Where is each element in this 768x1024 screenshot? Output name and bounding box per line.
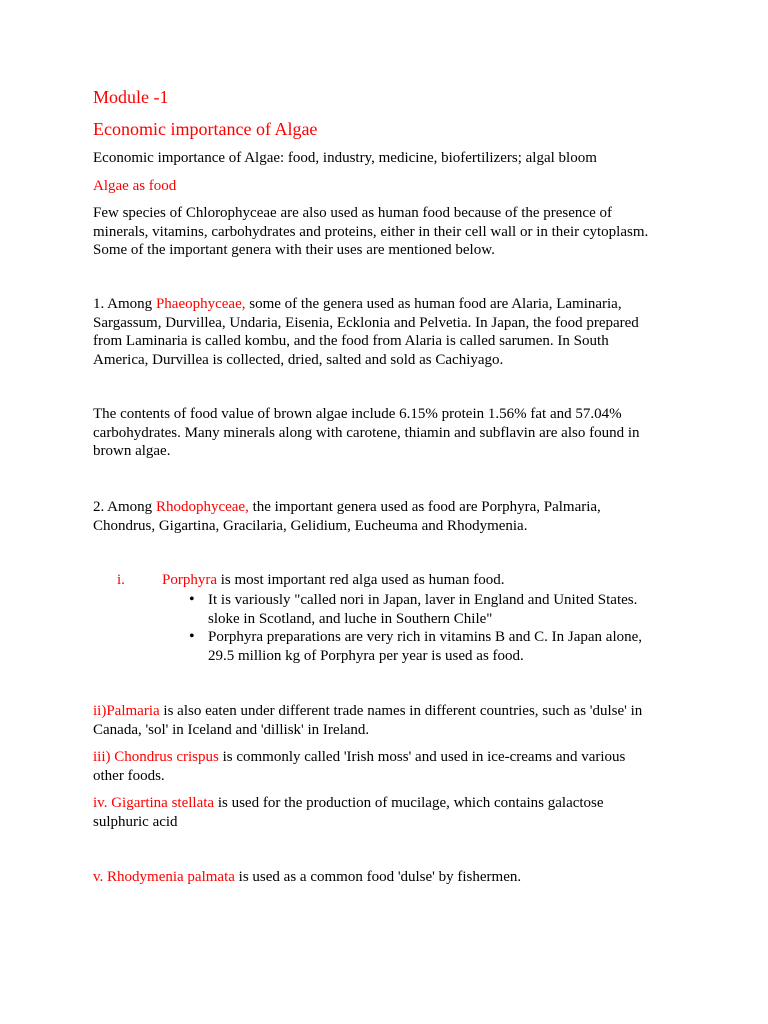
line-text: the important genera used as food are Porphyra, Palmaria, [248,499,601,515]
highlighted-term: Porphyra [162,572,217,588]
paragraph-line [93,794,604,813]
paragraph-line [93,498,601,517]
paragraph-line: from Laminaria is called kombu, and the food from Alaria is called sarumen. In South [93,333,609,350]
bullet-item [208,591,637,628]
bullet-line: Porphyra preparations are very rich in vitamins B and C. In Japan alone, [208,629,643,645]
paragraph-line [93,295,639,314]
paragraph-line: minerals, vitamins, carbohydrates and proteins, either in their cell wall or in their cytoplasm. [93,223,649,240]
paragraph-line [93,868,521,887]
highlighted-term: Rhodophyceae, [155,499,249,515]
paragraph-line: brown algae. [93,443,171,460]
line-text: is used for the production of mucilage, which contains galactose [214,795,604,811]
highlighted-term: v. Rhodymenia palmata [93,869,235,885]
paragraph-line [93,748,625,767]
rhodophyceae-paragraph [93,498,601,535]
paragraph-line: other foods. [93,767,165,784]
topics-line: Economic importance of Algae: food, industry, medicine, biofertilizers; algal bloom [93,150,597,166]
highlighted-term: iii) Chondrus crispus [93,749,219,765]
line-text: is also eaten under different trade names in different countries, such as 'dulse' in [159,703,643,719]
bullet-item [208,628,642,665]
highlighted-term: Phaeophyceae, [155,296,246,312]
paragraph-line: America, Durvillea is collected, dried, salted and sold as Cachiyago. [93,351,504,368]
paragraph-line: The contents of food value of brown algae include 6.15% protein 1.56% fat and 57.04% [93,406,622,422]
chondrus-paragraph [93,748,625,785]
porphyra-list-item [117,571,504,590]
section-title: Economic importance of Algae [93,119,318,139]
bullet-line: It is variously "called nori in Japan, laver in England and United States. [208,592,638,608]
subsection-title: Algae as food [93,178,177,194]
gigartina-paragraph [93,794,604,831]
brown-algae-paragraph [93,405,640,461]
bullet-marker [189,628,195,647]
palmaria-paragraph [93,702,642,739]
paragraph-line [117,571,504,590]
paragraph-line: Canada, 'sol' in Iceland and 'dillisk' in Ireland. [93,721,370,738]
paragraph-line: Some of the important genera with their uses are mentioned below. [93,242,495,259]
paragraph-line: sulphuric acid [93,813,178,830]
highlighted-term: iv. Gigartina stellata [93,795,215,811]
intro-paragraph [93,204,648,260]
paragraph-line: Few species of Chlorophyceae are also used as human food because of the presence of [93,205,612,221]
module-title: Module -1 [93,87,169,107]
highlighted-term: ii)Palmaria [93,703,160,719]
paragraph-line [93,702,642,721]
phaeophyceae-paragraph [93,295,639,369]
line-text: some of the genera used as human food are Alaria, Laminaria, [245,296,622,312]
rhodymenia-paragraph [93,868,521,887]
list-lead: 2. Among [93,499,156,515]
bullet-line: 29.5 million kg of Porphyra per year is used as food. [208,647,524,664]
list-lead: 1. Among [93,296,156,312]
bullet-line: sloke in Scotland, and luche in Southern Chile" [208,610,493,627]
paragraph-line: Sargassum, Durvillea, Undaria, Eisenia, Ecklonia and Pelvetia. In Japan, the food prepared [93,314,639,331]
line-text: is used as a common food 'dulse' by fishermen. [234,869,522,885]
line-text: is most important red alga used as human food. [217,572,505,588]
line-text: is commonly called 'Irish moss' and used in ice-creams and various [218,749,626,765]
paragraph-line: carbohydrates. Many minerals along with carotene, thiamin and subflavin are also found in [93,424,640,441]
roman-numeral: i. [117,572,125,588]
bullet-marker [189,591,195,610]
paragraph-line: Chondrus, Gigartina, Gracilaria, Gelidium, Eucheuma and Rhodymenia. [93,517,528,534]
